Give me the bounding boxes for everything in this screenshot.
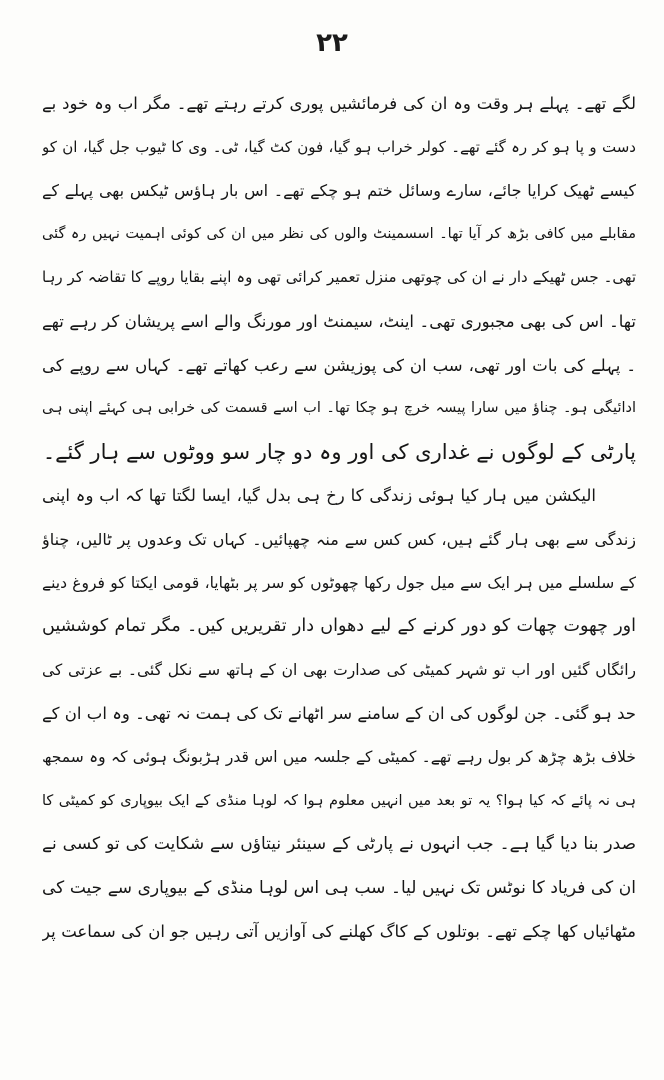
text-line: کے سلسلے میں ہر ایک سے میل جول رکھا چھوٹوں کو سر پر بٹھایا، قومی ایکتا کو فروغ دینے xyxy=(42,573,636,592)
text-line: الیکشن میں ہار کیا ہوئی زندگی کا رخ ہی بدل گیا، ایسا لگتا تھا کہ اب وہ اپنی xyxy=(42,486,596,506)
text-line: تھی۔ جس ٹھیکے دار نے ان کی چوتھی منزل تعمیر کرائی تھی وہ اپنے بقایا روپے کا تقاضہ کر رہا xyxy=(42,268,636,287)
text-line: پارٹی کے لوگوں نے غداری کی اور وہ دو چار سو ووٹوں سے ہار گئے۔ xyxy=(42,439,636,464)
text-line: لگے تھے۔ پہلے ہر وقت وہ ان کی فرمائشیں پوری کرتے رہتے تھے۔ مگر اب وہ خود بے xyxy=(42,94,636,113)
body-text xyxy=(42,82,636,954)
text-line: رائگاں گئیں اور اب تو شہر کمیٹی کی صدارت بھی ان کے ہاتھ سے نکل گئی۔ بے عزتی کی xyxy=(42,660,636,679)
text-line: مقابلے میں کافی بڑھ کر آیا تھا۔ اسسمینٹ والوں کی نظر میں ان کی کوئی اہمیت نہیں رہ گئی xyxy=(42,225,636,242)
text-line: مٹھائیاں کھا چکے تھے۔ بوتلوں کے کاگ کھلنے کی آوازیں آتی رہیں جو ان کی سماعت پر xyxy=(42,922,636,942)
text-line: ان کی فریاد کا نوٹس تک نہیں لیا۔ سب ہی اس لوہا منڈی کے بیوپاری سے جیت کی xyxy=(42,877,636,898)
text-line: ادائیگی ہو۔ چناؤ میں سارا پیسہ خرچ ہو چکا تھا۔ اب اسے قسمت کی خرابی ہی کہئے اپنی ہی xyxy=(42,400,636,417)
text-line: خلاف بڑھ چڑھ کر بول رہے تھے۔ کمیٹی کے جلسہ میں اس قدر ہڑبونگ ہوئی کہ وہ سمجھ xyxy=(42,747,636,766)
text-line: ہی نہ پائے کہ کیا ہوا؟ یہ تو بعد میں انہیں معلوم ہوا کہ لوہا منڈی کے ایک بیوپاری کو کمیٹی کا xyxy=(42,792,636,809)
text-line: ۔ پہلے کی بات اور تھی، سب ان کی پوزیشن سے رعب کھاتے تھے۔ کہاں سے روپے کی xyxy=(42,355,636,375)
text-line: کیسے ٹھیک کرایا جائے، سارے وسائل ختم ہو چکے تھے۔ اس بار ہاؤس ٹیکس بھی پہلے کے xyxy=(42,181,636,201)
text-line: حد ہو گئی۔ جن لوگوں کی ان کے سامنے سر اٹھانے تک کی ہمت نہ تھی۔ وہ اب ان کے xyxy=(42,704,636,724)
text-line: زندگی سے بھی ہار گئے ہیں، کس کس سے منہ چھپائیں۔ کہاں تک وعدوں پر ٹالیں، چناؤ xyxy=(42,529,636,549)
text-line: تھا۔ اس کی بھی مجبوری تھی۔ اینٹ، سیمنٹ اور مورنگ والے اسے پریشان کر رہے تھے xyxy=(42,311,636,331)
text-line: اور چھوت چھات کو دور کرنے کے لیے دھواں دار تقریریں کیں۔ مگر تمام کوششیں xyxy=(42,616,636,637)
text-line: صدر بنا دیا گیا ہے۔ جب انہوں نے پارٹی کے سینئر نیتاؤں سے شکایت کی تو کسی نے xyxy=(42,834,636,855)
page-number: ۲۲ xyxy=(316,28,348,58)
text-line: دست و پا ہو کر رہ گئے تھے۔ کولر خراب ہو گیا، فون کٹ گیا، ٹی۔ وی کا ٹیوب جل گیا، ان کو xyxy=(42,137,636,156)
